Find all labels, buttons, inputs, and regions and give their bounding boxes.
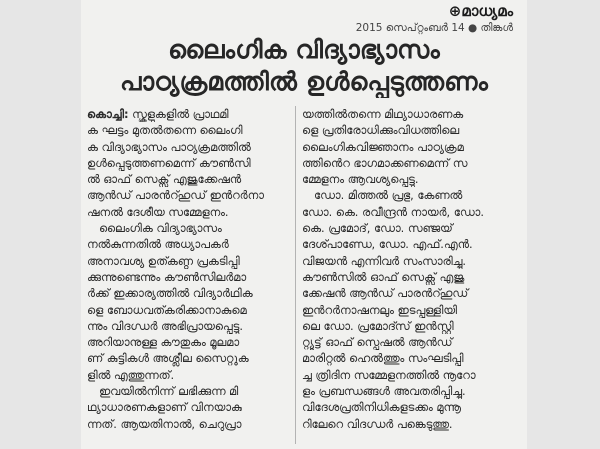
article-line: ഷനൽ ദേശീയ സമ്മേളനം. (87, 204, 229, 219)
article-line: മ്മേളനം ആവശ്യപ്പെട്ടു. (302, 172, 419, 187)
article-line: യത്തിൽതന്നെ മിഥ്യാധാരണക (302, 107, 464, 121)
headline-line-2: പാഠ്യക്രമത്തിൽ ഉൾപ്പെടുത്തണം (119, 67, 489, 96)
article-line: ഥ്യാധാരണകളാണ് വിനയാകു (87, 400, 242, 415)
article-line: ഇവയിൽനിന്ന് ലഭിക്കുന്ന മി (99, 384, 239, 399)
article-line: ത്തിൻെറ ഭാഗമാക്കണമെന്ന് സ (302, 155, 468, 170)
article-line: ളിൽ എത്തുന്നത്. (87, 367, 175, 382)
article-line: ആൻഡ് പാരൻറ്ഹുഡ് ഇൻറർനാ (87, 188, 264, 203)
article-line: ലൈംഗികവിജ്ഞാനം പാഠ്യക്രമ (302, 139, 464, 154)
dateline: 2015 സെപ്റ്റംബർ 14 ● തിങ്കൾ (355, 22, 513, 34)
article-line: വിജയൻ എന്നിവർ സംസാരിച്ചു. (302, 253, 467, 268)
article-line: ച്ച ത്രിദിന സമ്മേളനത്തിൽ നൂറോ (302, 367, 476, 382)
article-column-right (302, 106, 520, 446)
article-line: അറിയാനുള്ള കൗതുകം മൂലമാ (87, 335, 240, 350)
article-line: ഡോ. കെ. രവീന്ദ്രൻ നായർ, ഡോ. (302, 204, 484, 219)
article-line: റിലേറെ വിദഗ്ധർ പങ്കെടുത്തു. (302, 416, 453, 431)
column-divider (295, 106, 296, 444)
article-line: ർക്ക് ഇക്കാര്യത്തിൽ വിദ്യാർഥിക (87, 286, 253, 301)
article-line (87, 106, 292, 122)
article-line: വിദേശപ്രതിനിധികളടക്കം മുന്നൂ (302, 400, 461, 415)
article-line: ണ് കുട്ടികൾ അശ്ലീല സൈറ്റുക (87, 351, 249, 366)
headline-line-1: ലൈംഗിക വിദ്യാഭ്യാസം (168, 35, 440, 64)
article-line: ഉൾപ്പെടുത്തണമെന്ന് കൗൺസി (87, 155, 251, 170)
article-line: ഡോ. മിത്തൽ പ്രഭു, കേണൽ (314, 188, 463, 203)
article-line: കൗൺസിൽ ഓഫ് സെക്സ് എജു (302, 269, 465, 284)
article-line: ളെ ബോധവത്കരിക്കാനാകുമെ (87, 302, 247, 317)
article-line: റ്റ്യൂട്ട് ഓഫ് സ്പെഷൽ ആൻഡ് (302, 335, 453, 350)
article-line: നൽകുന്നതിൽ അധ്യാപകർ (87, 237, 229, 252)
article-line: ൽ ഓഫ് സെക്സ് എജുക്കേഷൻ (87, 172, 242, 187)
article-line: ന്നും വിദഗ്ധർ അഭിപ്രായപ്പെട്ടു. (87, 318, 243, 333)
headline (89, 34, 519, 98)
article-line: ക വിദ്യാഭ്യാസം പാഠ്യക്രമത്തിൽ (87, 139, 251, 154)
article-line: അനാവശ്യ ഉത്കണ്ഠ പ്രകടിപ്പി (87, 253, 240, 268)
article-line: ക്കുന്നുണ്ടെന്നും കൗൺസിലർമാ (87, 269, 247, 284)
article-line: ദേശ്പാണ്ഡേ, ഡോ. എഫ്.എൻ. (302, 237, 473, 252)
newspaper-masthead: ⊕മാധ്യമം (448, 2, 513, 20)
article-line: ലെ ഡോ. പ്രമോദ്സ് ഇൻസ്റ്റി (302, 318, 454, 333)
article-column-left (87, 106, 292, 446)
article-line-text: സ്കൂളുകളിൽ പ്രാഥമി (132, 107, 229, 121)
article-line: ക്കേഷൻ ആൻഡ് പാരൻറ്ഹുഡ് (302, 286, 469, 301)
article-line: ക ഘട്ടം മുതൽതന്നെ ലൈംഗി (87, 123, 243, 138)
article-line: ളെ പ്രതിരോധിക്കുംവിധത്തിലെ (302, 123, 460, 138)
newspaper-clipping (81, 0, 527, 449)
dateline-city: കൊച്ചി: (87, 107, 129, 121)
article-line: ഇൻറർനാഷനലും ഇടപ്പള്ളിയി (302, 302, 458, 317)
article-line: ലൈംഗിക വിദ്യാഭ്യാസം (99, 221, 222, 236)
article-line: കെ. പ്രമോദ്, ഡോ. സഞ്ജയ് (302, 221, 453, 236)
article-line: ളം പ്രബന്ധങ്ങൾ അവതരിപ്പിച്ചു. (302, 384, 466, 399)
article-line: ന്നത്. ആയതിനാൽ, ചെറുപ്രാ (87, 416, 242, 431)
article-line: മാരിറ്റൽ ഹെൽത്തും സംഘടിപ്പി (302, 351, 464, 366)
